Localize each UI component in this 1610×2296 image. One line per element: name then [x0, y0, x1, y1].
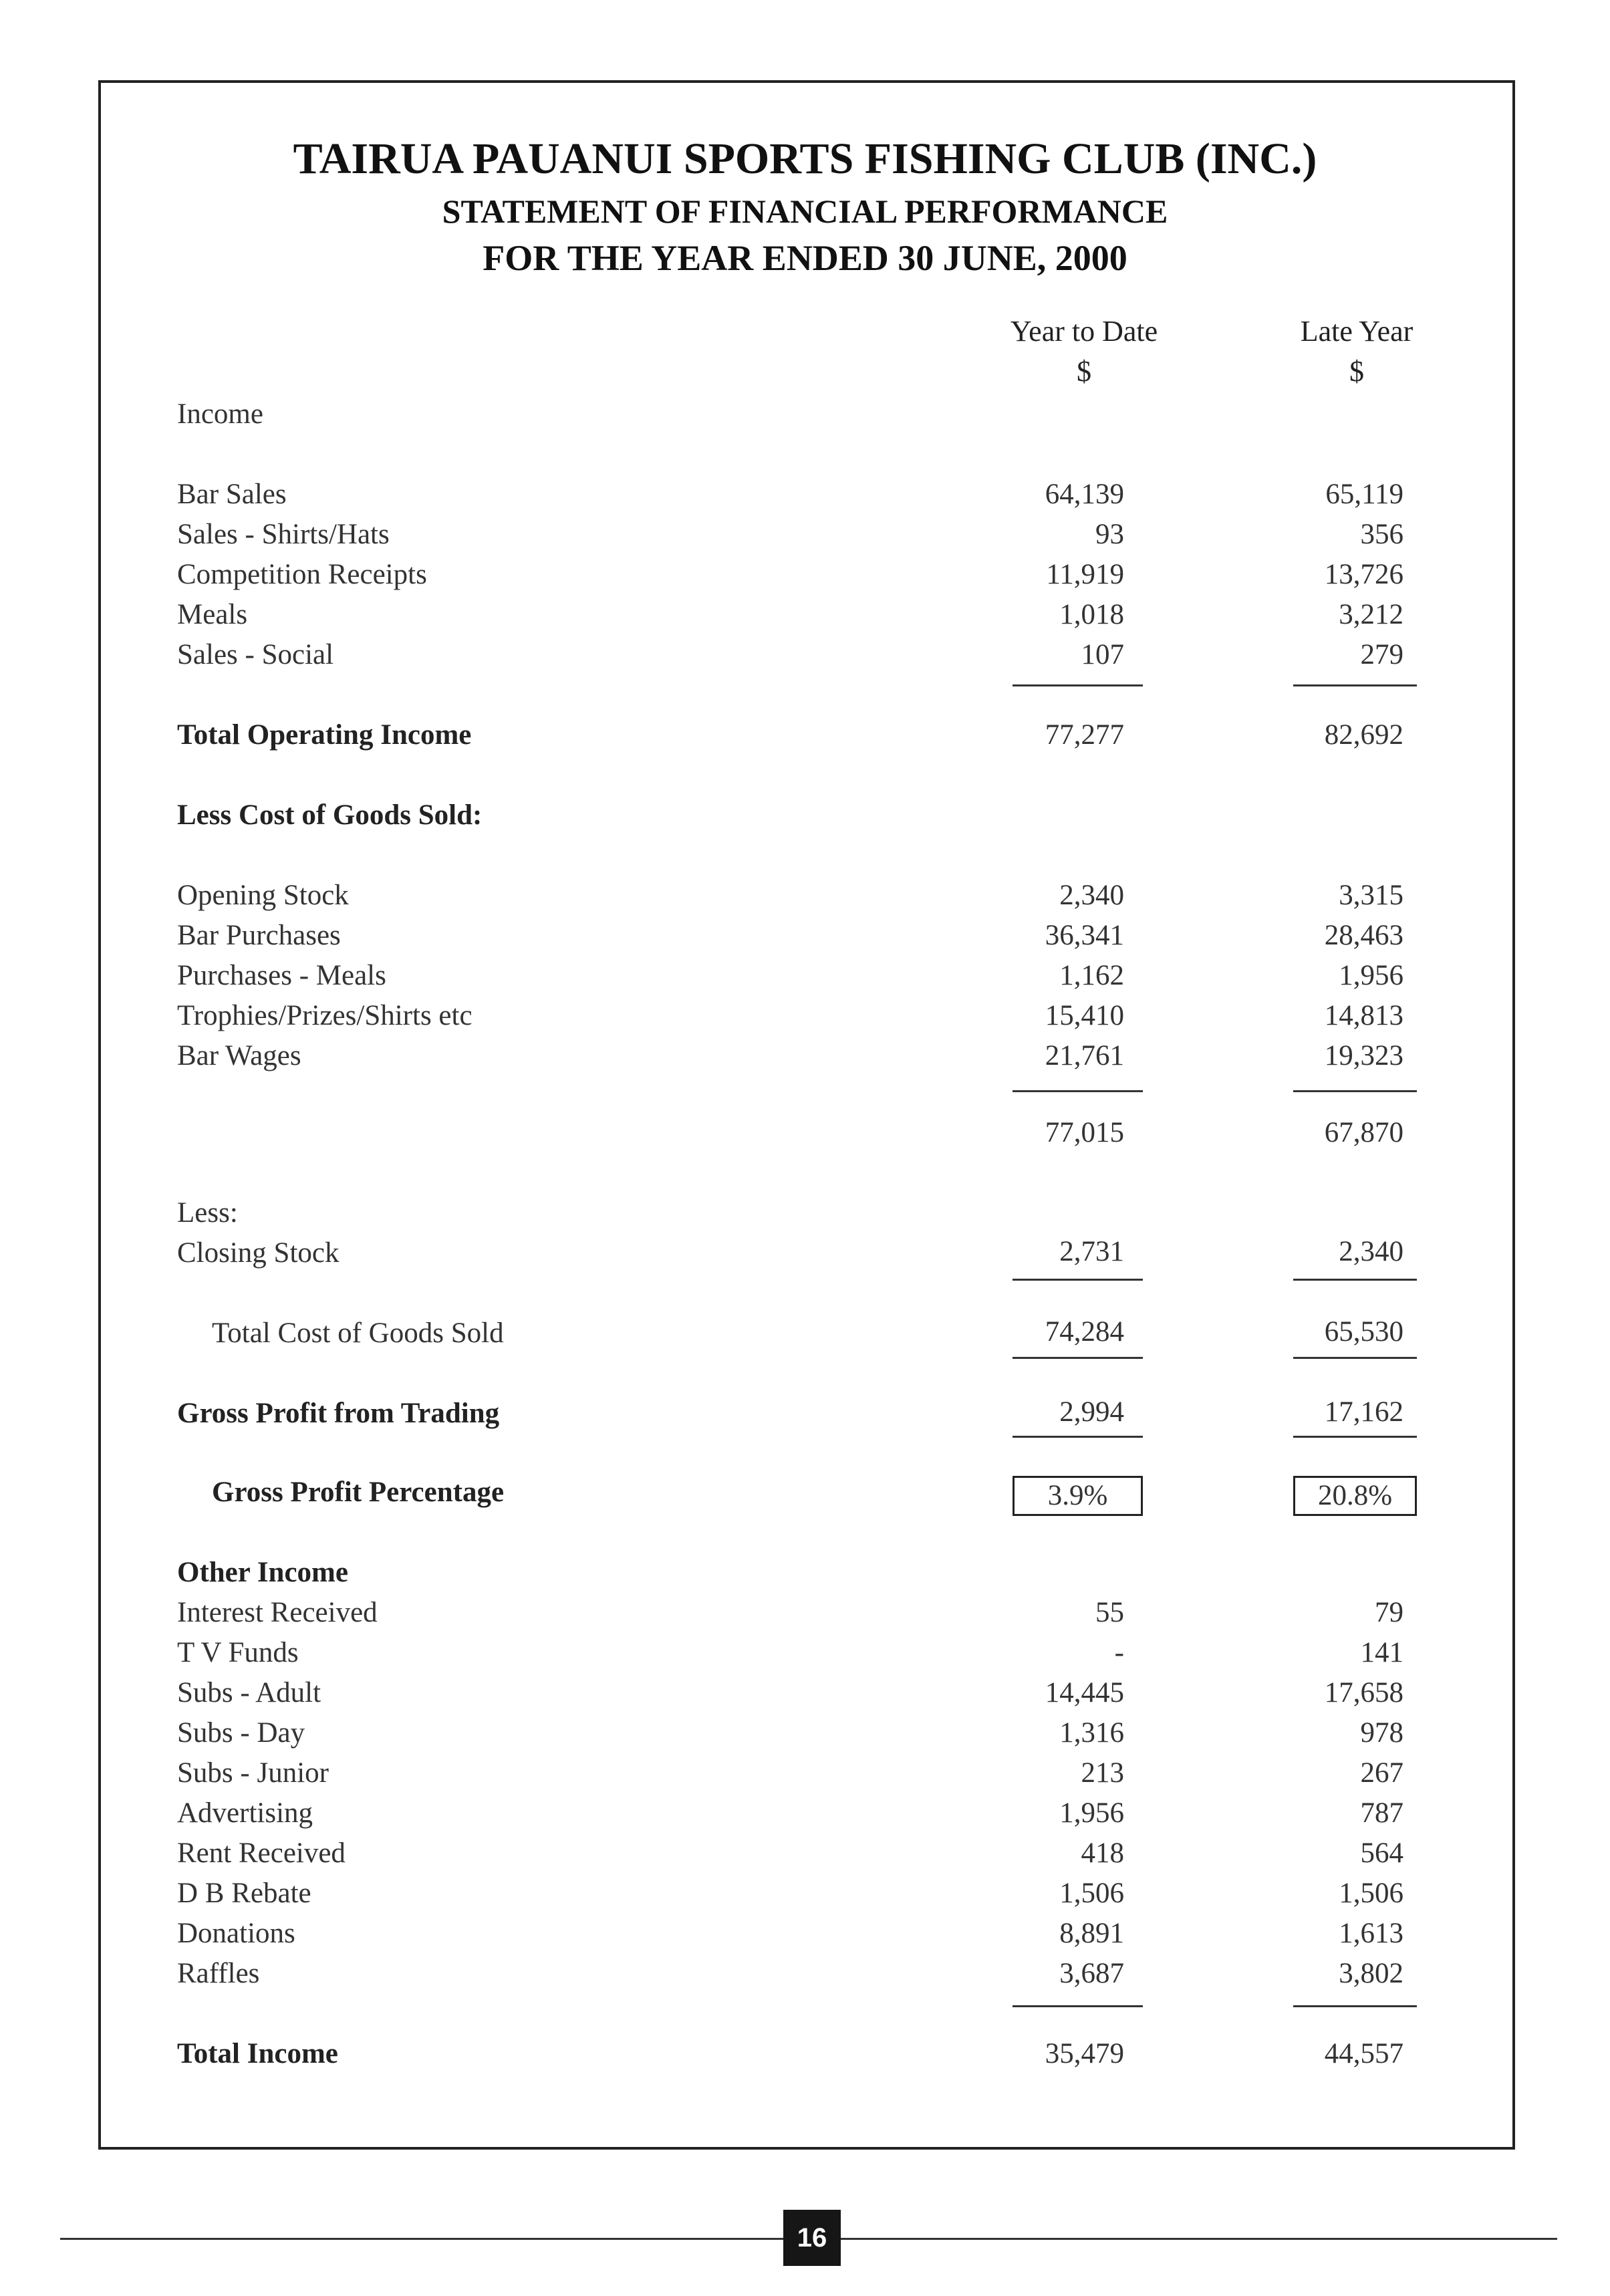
subtotal-rule [1293, 1279, 1417, 1281]
cogs-subtotal-prior: 67,870 [1324, 1117, 1403, 1148]
col-prior-label: Late Year [1300, 315, 1414, 348]
row-label: Trophies/Prizes/Shirts etc [177, 1000, 473, 1031]
row-prior: 356 [1360, 519, 1403, 550]
row-prior: 14,813 [1324, 1000, 1403, 1031]
subtotal-rule [1293, 1090, 1417, 1092]
total-rule [1293, 1357, 1417, 1359]
row-prior: 564 [1360, 1837, 1403, 1869]
row-prior: 17,658 [1324, 1677, 1403, 1708]
subtotal-rule [1013, 1279, 1143, 1281]
closing-stock-prior: 2,340 [1339, 1236, 1403, 1267]
row-current: 8,891 [1059, 1918, 1124, 1949]
total-operating-income-prior: 82,692 [1324, 719, 1403, 751]
row-label: Donations [177, 1918, 295, 1949]
row-current: 21,761 [1045, 1040, 1124, 1071]
row-label: Competition Receipts [177, 559, 427, 590]
row-prior: 1,956 [1339, 960, 1403, 991]
footer-rule-right [841, 2238, 1557, 2240]
row-current: 3,687 [1059, 1958, 1124, 1989]
row-label: Subs - Junior [177, 1757, 329, 1789]
total-income-prior: 44,557 [1324, 2038, 1403, 2069]
row-current: 15,410 [1045, 1000, 1124, 1031]
col-prior-unit: $ [1349, 355, 1364, 388]
row-label: T V Funds [177, 1637, 299, 1668]
subtotal-rule [1013, 2005, 1143, 2007]
row-current: 36,341 [1045, 920, 1124, 951]
row-current: 1,956 [1059, 1797, 1124, 1829]
footer-rule-left [60, 2238, 783, 2240]
row-current: 1,162 [1059, 960, 1124, 991]
row-current: 55 [1095, 1597, 1124, 1628]
row-label: Bar Purchases [177, 920, 341, 951]
row-prior: 3,315 [1339, 880, 1403, 911]
row-prior: 79 [1375, 1597, 1403, 1628]
gross-profit-pct-current: 3.9% [1013, 1476, 1143, 1516]
row-current: 418 [1081, 1837, 1124, 1869]
subtotal-rule [1293, 2005, 1417, 2007]
row-prior: 1,613 [1339, 1918, 1403, 1949]
row-current: 2,340 [1059, 880, 1124, 911]
cogs-subtotal-current: 77,015 [1045, 1117, 1124, 1148]
row-prior: 141 [1360, 1637, 1403, 1668]
row-prior: 3,212 [1339, 599, 1403, 630]
row-label: Opening Stock [177, 880, 349, 911]
total-operating-income-current: 77,277 [1045, 719, 1124, 751]
row-prior: 28,463 [1324, 920, 1403, 951]
gross-profit-label: Gross Profit from Trading [177, 1398, 500, 1429]
statement-title: STATEMENT OF FINANCIAL PERFORMANCE [442, 193, 1168, 230]
row-label: D B Rebate [177, 1878, 311, 1909]
total-cogs-label: Total Cost of Goods Sold [212, 1317, 504, 1349]
row-prior: 1,506 [1339, 1878, 1403, 1909]
row-label: Meals [177, 599, 248, 630]
row-label: Subs - Day [177, 1717, 305, 1749]
row-label: Raffles [177, 1958, 260, 1989]
row-current: 107 [1081, 639, 1124, 670]
closing-stock-current: 2,731 [1059, 1236, 1124, 1267]
row-current: 213 [1081, 1757, 1124, 1789]
row-label: Interest Received [177, 1597, 378, 1628]
row-current: 14,445 [1045, 1677, 1124, 1708]
row-current: 93 [1095, 519, 1124, 550]
gross-profit-prior: 17,162 [1324, 1396, 1403, 1428]
row-prior: 787 [1360, 1797, 1403, 1829]
row-prior: 267 [1360, 1757, 1403, 1789]
subtotal-rule [1013, 1090, 1143, 1092]
row-prior: 279 [1360, 639, 1403, 670]
row-prior: 13,726 [1324, 559, 1403, 590]
subtotal-rule [1293, 684, 1417, 686]
period-title: FOR THE YEAR ENDED 30 JUNE, 2000 [483, 238, 1127, 278]
col-current-unit: $ [1077, 355, 1091, 388]
row-label: Bar Sales [177, 479, 287, 510]
total-rule [1293, 1436, 1417, 1438]
total-rule [1013, 1436, 1143, 1438]
row-label: Sales - Shirts/Hats [177, 519, 390, 550]
row-current: 1,506 [1059, 1878, 1124, 1909]
row-current: 1,316 [1059, 1717, 1124, 1749]
total-rule [1013, 1357, 1143, 1359]
row-current: 1,018 [1059, 599, 1124, 630]
less-label: Less: [177, 1197, 238, 1229]
total-operating-income-label: Total Operating Income [177, 719, 472, 751]
col-current-label: Year to Date [1010, 315, 1158, 348]
row-prior: 65,119 [1325, 479, 1403, 510]
other-income-heading: Other Income [177, 1557, 348, 1588]
total-cogs-prior: 65,530 [1324, 1316, 1403, 1348]
row-label: Subs - Adult [177, 1677, 321, 1708]
row-prior: 3,802 [1339, 1958, 1403, 1989]
cogs-heading: Less Cost of Goods Sold: [177, 799, 483, 831]
row-label: Bar Wages [177, 1040, 301, 1071]
income-heading: Income [177, 398, 263, 430]
gross-profit-current: 2,994 [1059, 1396, 1124, 1428]
row-label: Sales - Social [177, 639, 334, 670]
row-current: - [1114, 1637, 1124, 1668]
org-title: TAIRUA PAUANUI SPORTS FISHING CLUB (INC.) [293, 134, 1317, 183]
closing-stock-label: Closing Stock [177, 1237, 340, 1269]
row-current: 11,919 [1046, 559, 1124, 590]
row-prior: 978 [1360, 1717, 1403, 1749]
total-income-current: 35,479 [1045, 2038, 1124, 2069]
row-label: Advertising [177, 1797, 313, 1829]
total-income-label: Total Income [177, 2038, 338, 2069]
subtotal-rule [1013, 684, 1143, 686]
row-label: Purchases - Meals [177, 960, 386, 991]
gross-profit-pct-prior: 20.8% [1293, 1476, 1417, 1516]
page-number: 16 [783, 2210, 841, 2266]
row-label: Rent Received [177, 1837, 346, 1869]
row-current: 64,139 [1045, 479, 1124, 510]
gross-profit-pct-label: Gross Profit Percentage [212, 1477, 505, 1508]
row-prior: 19,323 [1324, 1040, 1403, 1071]
total-cogs-current: 74,284 [1045, 1316, 1124, 1348]
